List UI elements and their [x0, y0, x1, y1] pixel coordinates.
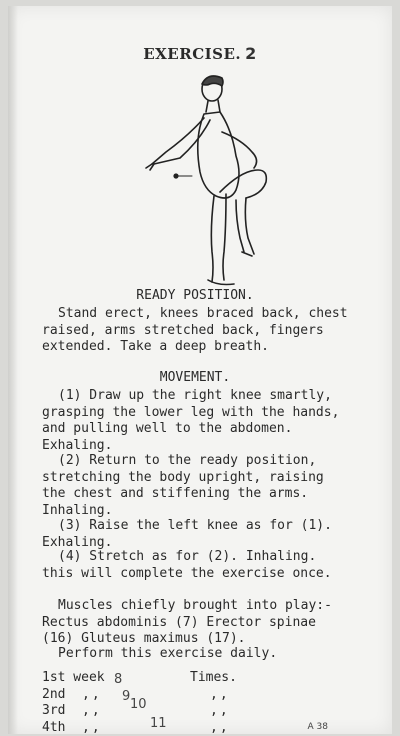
log-times-header: Times.: [190, 670, 237, 687]
exercise-figure-illustration: [138, 72, 278, 290]
exercise-title: [8, 44, 392, 63]
movement-step-3: (3) Raise the left knee as for (1). Exhaling.: [42, 518, 348, 551]
log-times-ditto: ,,: [210, 703, 230, 720]
log-pencil-count: 8: [114, 672, 122, 689]
daily-instruction: Perform this exercise daily.: [42, 646, 348, 663]
handwritten-exercise-number: 2: [245, 44, 257, 63]
log-pencil-count: 9: [122, 689, 130, 706]
muscles-text: Muscles chiefly brought into play:-Rectus abdominis (7) Erector spinae (16) Gluteus maximus (17).: [42, 598, 348, 648]
ready-position-text: Stand erect, knees braced back, chest raised, arms stretched back, fingers extended. Take a deep breath.: [42, 306, 348, 356]
title-text: EXERCISE.: [143, 45, 241, 63]
movement-step-2: (2) Return to the ready position, stretching the body upright, raising the chest and stiffening the arms. Inhaling.: [42, 453, 348, 519]
log-week-label: 2nd: [42, 687, 65, 704]
log-ditto-mark: ,,: [82, 703, 102, 720]
movement-heading: MOVEMENT.: [42, 370, 348, 387]
movement-step-1: (1) Draw up the right knee smartly, grasping the lower leg with the hands, and pulling well to the abdomen. Exhaling.: [42, 388, 348, 454]
exercise-card: [8, 6, 392, 734]
log-pencil-count: 10: [130, 697, 147, 714]
log-times-ditto: ,,: [210, 720, 230, 736]
log-ditto-mark: ,,: [82, 687, 102, 704]
form-code: A 38: [308, 722, 328, 732]
log-ditto-mark: ,,: [82, 720, 102, 736]
ready-position-heading: READY POSITION.: [42, 288, 348, 305]
log-week-label: 3rd: [42, 703, 65, 720]
log-week-label: 1st week: [42, 670, 105, 687]
log-week-label: 4th: [42, 720, 65, 736]
log-pencil-count: 11: [150, 716, 167, 733]
log-times-ditto: ,,: [210, 687, 230, 704]
movement-step-4: (4) Stretch as for (2). Inhaling. this will complete the exercise once.: [42, 549, 348, 582]
